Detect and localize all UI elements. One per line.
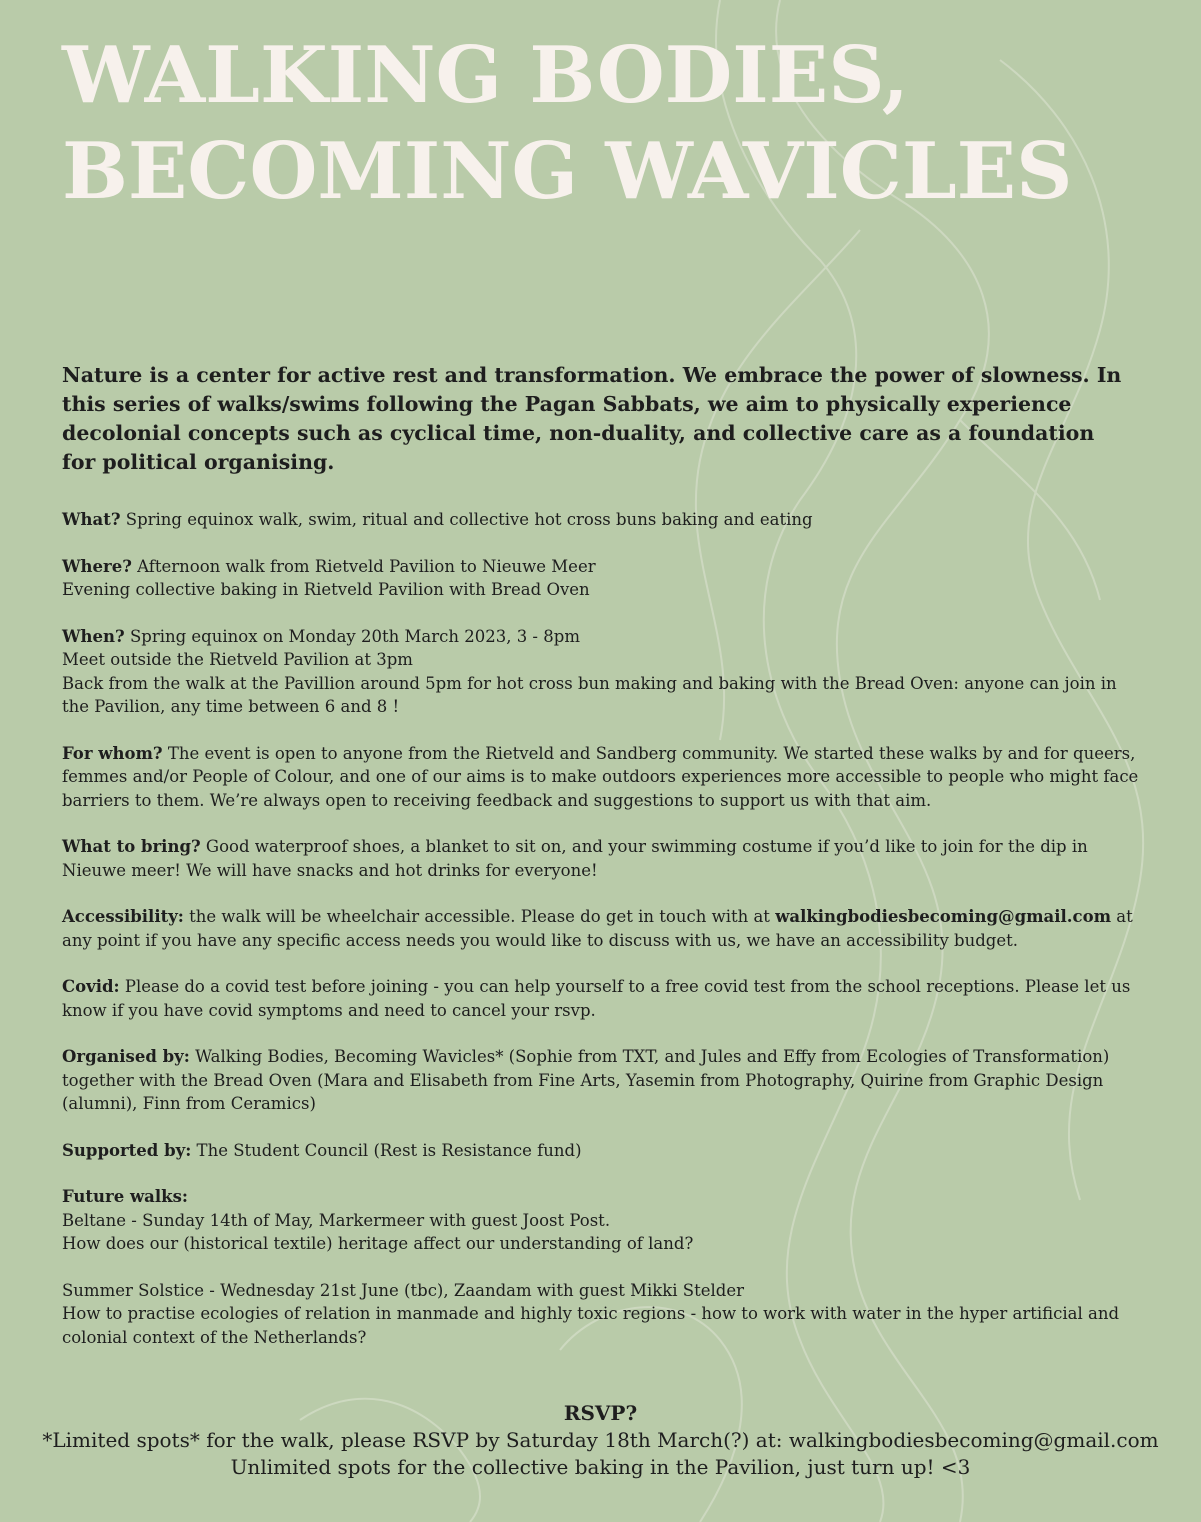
when-label: When? — [62, 626, 125, 646]
beltane-line-1: Beltane - Sunday 14th of May, Markermeer with guest Joost Post. — [62, 1210, 611, 1230]
supported-by-text: The Student Council (Rest is Resistance fund) — [191, 1140, 582, 1160]
covid-section — [62, 975, 1142, 1022]
rsvp-block — [0, 1400, 1201, 1481]
organised-by-text: Walking Bodies, Becoming Wavicles* (Sophie from TXT, and Jules and Effy from Ecologies of Transformation) together with the Bread Oven (Mara and Elisabeth from Fine Arts, Yasemin from Photography, Quirine from Graphic Design (alumni), Finn from Ceramics) — [62, 1047, 1110, 1113]
when-section — [62, 625, 1142, 719]
what-to-bring-text: Good waterproof shoes, a blanket to sit on, and your swimming costume if you’d like to join for the dip in Nieuwe meer! We will have snacks and hot drinks for everyone! — [62, 837, 1088, 880]
future-walks-section — [62, 1185, 1142, 1256]
where-line-2: Evening collective baking in Rietveld Pavilion with Bread Oven — [62, 580, 590, 599]
what-to-bring-label: What to bring? — [62, 837, 201, 856]
covid-label: Covid: — [62, 977, 120, 996]
what-to-bring-section — [62, 835, 1142, 882]
supported-by-section — [62, 1139, 1142, 1163]
organised-by-section — [62, 1045, 1142, 1116]
rsvp-heading: RSVP? — [563, 1401, 638, 1425]
future-walks-label: Future walks: — [62, 1187, 188, 1206]
what-label: What? — [62, 510, 121, 529]
for-whom-section — [62, 742, 1142, 813]
organised-by-label: Organised by: — [62, 1047, 190, 1066]
when-line-3: Back from the walk at the Pavillion around 5pm for hot cross bun making and baking with the Bread Oven: anyone can join in the Pavilion, any time between 6 and 8 ! — [62, 673, 1117, 716]
accessibility-text-2: at any point if you have any specific access needs you would like to discuss with us, we have an accessibility budget. — [62, 907, 1133, 950]
when-line-1: Spring equinox on Monday 20th March 2023, 3 - 8pm — [124, 626, 580, 646]
title-line-1: WALKING BODIES, — [62, 30, 909, 121]
accessibility-label: Accessibility: — [62, 907, 184, 926]
solstice-line-1: Summer Solstice - Wednesday 21st June (tbc), Zaandam with guest Mikki Stelder — [62, 1280, 744, 1300]
summer-solstice-section — [62, 1279, 1142, 1350]
what-text: Spring equinox walk, swim, ritual and collective hot cross buns baking and eating — [120, 510, 813, 529]
solstice-line-2: How to practise ecologies of relation in manmade and highly toxic regions - how to work with water in the hyper artificial and colonial context of the Netherlands? — [62, 1304, 1120, 1347]
where-line-1: Afternoon walk from Rietveld Pavilion to Nieuwe Meer — [131, 556, 596, 576]
poster-title — [62, 28, 1182, 220]
accessibility-text-1: the walk will be wheelchair accessible. Please do get in touch with at — [183, 907, 776, 926]
supported-by-label: Supported by: — [62, 1140, 192, 1160]
when-line-2: Meet outside the Rietveld Pavilion at 3pm — [62, 650, 413, 669]
covid-text: Please do a covid test before joining - you can help yourself to a free covid test from the school receptions. Please let us know if you have covid symptoms and need to cancel your rsvp. — [62, 977, 1131, 1020]
accessibility-section — [62, 905, 1142, 952]
intro-paragraph: Nature is a center for active rest and transformation. We embrace the power of slowness. In this series of walks/swims following the Pagan Sabbats, we aim to physically experience decolonial concepts such as cyclical time, non-duality, and collective care as a foundation for political organising. — [62, 363, 1122, 474]
title-line-2: BECOMING WAVICLES — [62, 126, 1073, 217]
event-details — [62, 508, 1142, 1372]
for-whom-text: The event is open to anyone from the Rietveld and Sandberg community. We started these walks by and for queers, femmes and/or People of Colour, and one of our aims is to make outdoors experiences more accessible to people who might face barriers to them. We’re always open to receiving feedback and suggestions to support us with that aim. — [62, 743, 1139, 810]
where-label: Where? — [62, 556, 132, 576]
what-section — [62, 508, 1142, 532]
rsvp-line-2: Unlimited spots for the collective baking in the Pavilion, just turn up! <3 — [230, 1455, 971, 1479]
rsvp-line-1: *Limited spots* for the walk, please RSVP by Saturday 18th March(?) at: walkingbodiesbecoming@gmail.com — [42, 1428, 1159, 1452]
where-section — [62, 555, 1142, 602]
for-whom-label: For whom? — [62, 743, 163, 763]
accessibility-email-link[interactable]: walkingbodiesbecoming@gmail.com — [775, 907, 1112, 926]
beltane-line-2: How does our (historical textile) heritage affect our understanding of land? — [62, 1234, 694, 1253]
